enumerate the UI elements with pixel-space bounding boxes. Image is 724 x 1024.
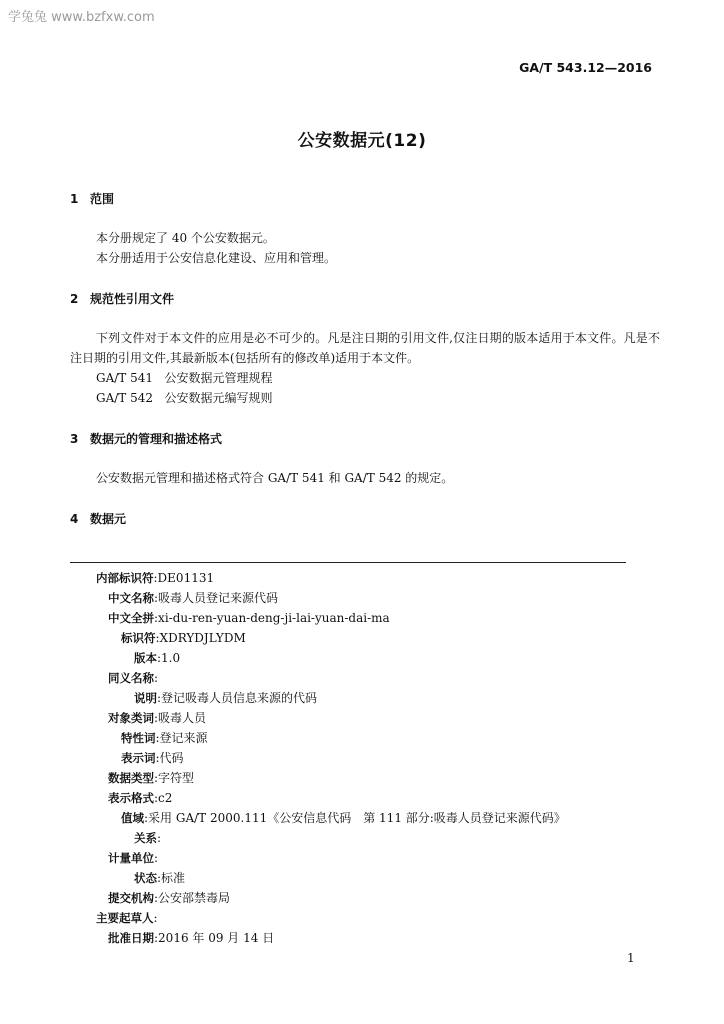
field-label: 内部标识符 [96,571,154,585]
field-label: 特性词 [121,731,156,745]
field-label: 值域 [121,811,144,825]
field-value: 吸毒人员 [158,711,207,725]
normative-intro: 下列文件对于本文件的应用是必不可少的。凡是注日期的引用文件,仅注日期的版本适用于本文件。凡是不注日期的引用文件,其最新版本(包括所有的修改单)适用于本文件。 [70,331,660,365]
page-title: 公安数据元(12) [297,131,427,151]
field-representation-term: 表示词:代码 [121,751,184,765]
field-value: 1.0 [161,651,181,665]
scope-line-2: 本分册适用于公安信息化建设、应用和管理。 [96,251,337,265]
field-version: 版本:1.0 [134,651,181,665]
section-number: 1 [70,192,79,206]
field-value: 登记来源 [159,731,208,745]
field-value: DE01131 [157,571,215,585]
field-label: 数据类型 [108,771,154,785]
reference-item [96,368,273,388]
field-object-term: 对象类词:吸毒人员 [108,711,207,725]
field-label: 标识符 [121,631,156,645]
field-cn-name: 中文名称:吸毒人员登记来源代码 [108,591,279,605]
field-value: 采用 GA/T 2000.111《公安信息代码 第 111 部分:吸毒人员登记来源代码》 [148,811,566,825]
field-unit: 计量单位: [108,851,159,865]
field-value: 吸毒人员登记来源代码 [158,591,279,605]
field-cn-pinyin: 中文全拼:xi-du-ren-yuan-deng-ji-lai-yuan-dai-ma [108,611,390,625]
field-value: 2016 年 09 月 14 日 [158,931,275,945]
field-identifier: 标识符:XDRYDJLYDM [121,631,246,645]
field-value: c2 [158,791,173,805]
field-label: 表示格式 [108,791,154,805]
section-number: 3 [70,432,79,446]
reference-name: 公安数据元管理规程 [164,371,273,385]
field-value: 代码 [159,751,184,765]
field-label: 批准日期 [108,931,154,945]
field-value: xi-du-ren-yuan-deng-ji-lai-yuan-dai-ma [158,611,390,625]
field-label: 计量单位 [108,851,154,865]
field-label: 中文名称 [108,591,154,605]
section-title: 数据元 [90,512,127,526]
reference-code: GA/T 542 [96,391,154,405]
field-label: 对象类词 [108,711,154,725]
field-value: XDRYDJLYDM [159,631,246,645]
field-label: 状态 [134,871,157,885]
field-value: 公安部禁毒局 [158,891,231,905]
field-relation: 关系: [134,831,162,845]
scope-line-1: 本分册规定了 40 个公安数据元。 [96,231,275,245]
standard-number: GA/T 543.12—2016 [519,60,652,75]
field-label: 同义名称 [108,671,154,685]
page-number: 1 [627,951,635,965]
field-submitter: 提交机构:公安部禁毒局 [108,891,231,905]
field-value-domain: 值域:采用 GA/T 2000.111《公安信息代码 第 111 部分:吸毒人员登记来源代码》 [121,811,566,825]
field-value: 字符型 [158,771,195,785]
section-title: 数据元的管理和描述格式 [90,432,223,446]
field-status: 状态:标准 [134,871,186,885]
field-label: 版本 [134,651,157,665]
field-label: 主要起草人 [96,911,154,925]
section-1-heading [70,190,114,207]
field-label: 中文全拼 [108,611,154,625]
field-label: 说明 [134,691,157,705]
field-value: 标准 [161,871,186,885]
field-synonym: 同义名称: [108,671,159,685]
field-label: 表示词 [121,751,156,765]
section-4-heading [70,510,126,527]
field-label: 关系 [134,831,157,845]
field-label: 提交机构 [108,891,154,905]
watermark: 学兔兔 www.bzfxw.com [8,10,155,25]
reference-code: GA/T 541 [96,371,154,385]
field-data-type: 数据类型:字符型 [108,771,195,785]
format-text: 公安数据元管理和描述格式符合 GA/T 541 和 GA/T 542 的规定。 [96,471,454,485]
field-property-term: 特性词:登记来源 [121,731,208,745]
section-title: 范围 [90,192,115,206]
field-description: 说明:登记吸毒人员信息来源的代码 [134,691,318,705]
field-drafter: 主要起草人: [96,911,158,925]
section-number: 2 [70,292,79,306]
field-value: 登记吸毒人员信息来源的代码 [161,691,318,705]
field-format: 表示格式:c2 [108,791,173,805]
field-internal-id: 内部标识符:DE01131 [96,571,215,585]
section-number: 4 [70,512,79,526]
reference-item [96,388,273,408]
divider-rule [70,562,626,563]
section-3-heading [70,430,222,447]
reference-name: 公安数据元编写规则 [164,391,273,405]
section-2-heading [70,290,174,307]
field-approval-date: 批准日期:2016 年 09 月 14 日 [108,931,275,945]
section-title: 规范性引用文件 [90,292,175,306]
